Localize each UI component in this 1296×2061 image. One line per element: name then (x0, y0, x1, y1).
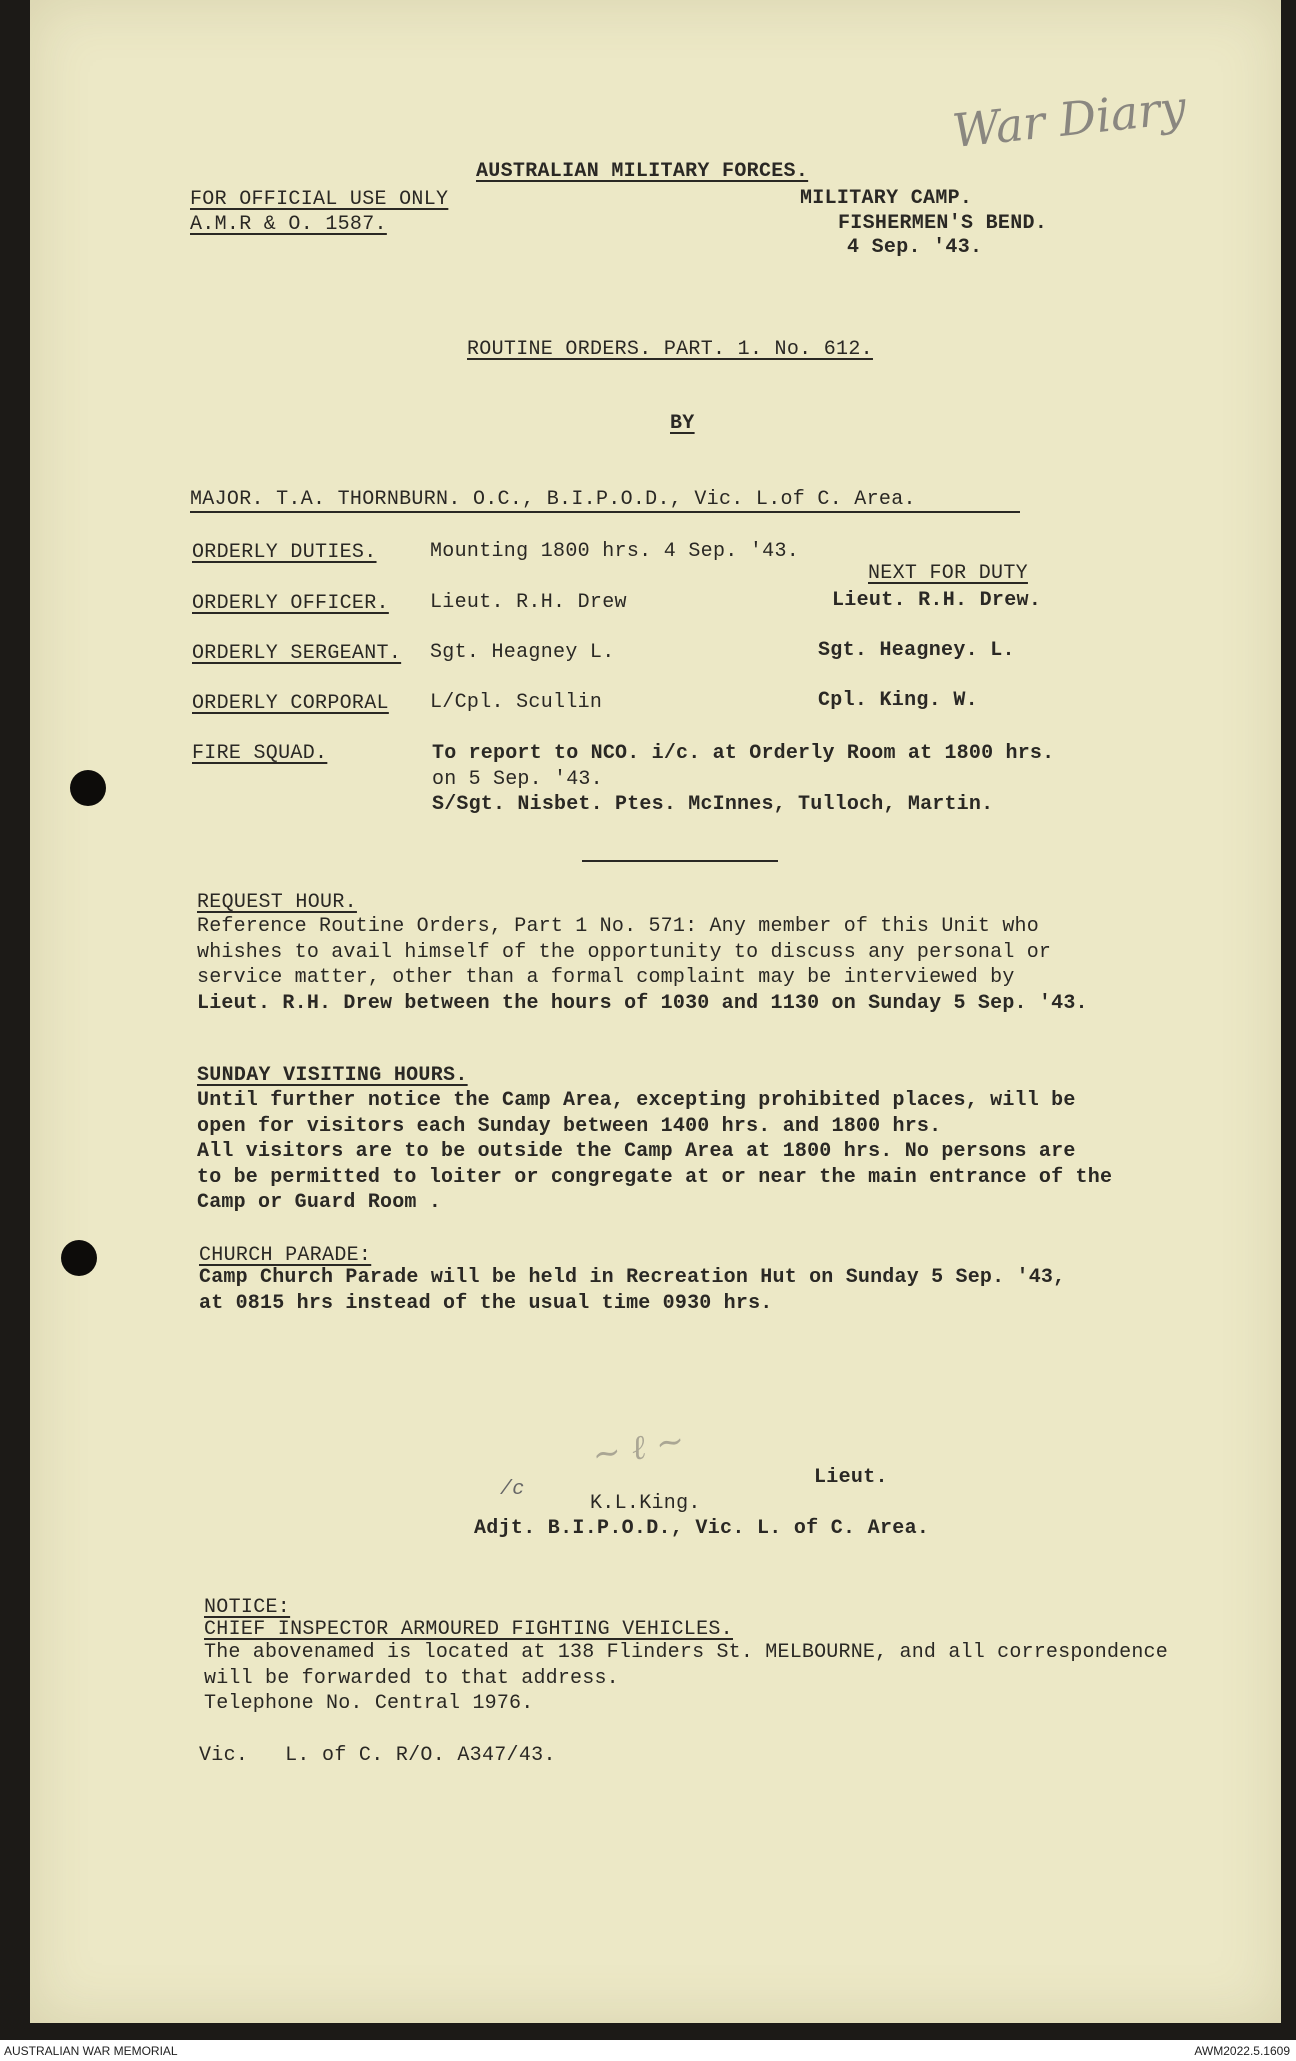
sunday-visiting-heading: SUNDAY VISITING HOURS. (197, 1064, 468, 1087)
request-hour-heading: REQUEST HOUR. (197, 891, 357, 914)
official-use-label: FOR OFFICIAL USE ONLY (190, 188, 449, 211)
church-parade-body (199, 1265, 1065, 1316)
punch-hole (61, 1240, 97, 1276)
document-date: 4 Sep. '43. (847, 236, 983, 259)
orderly-sergeant-next: Sgt. Heagney. L. (818, 639, 1015, 662)
orderly-sergeant-value: Sgt. Heagney L. (430, 641, 615, 664)
orderly-duties-value: Mounting 1800 hrs. 4 Sep. '43. (430, 540, 800, 563)
next-for-duty-label: NEXT FOR DUTY (868, 562, 1028, 585)
heading-underline (190, 511, 1020, 513)
fire-squad-label: FIRE SQUAD. (192, 742, 328, 765)
section-divider (582, 860, 778, 862)
orders-heading: ROUTINE ORDERS. PART. 1. No. 612. (467, 338, 873, 361)
church-parade-line: at 0815 hrs instead of the usual time 0930 hrs. (199, 1291, 773, 1315)
footer-source: AUSTRALIAN WAR MEMORIAL (4, 2044, 178, 2058)
handwritten-annotation: War Diary (949, 79, 1189, 159)
regulation-reference: A.M.R & O. 1587. (190, 213, 387, 236)
sunday-visiting-line: Until further notice the Camp Area, excepting prohibited places, will be (197, 1089, 1076, 1112)
request-hour-line: Lieut. R.H. Drew between the hours of 1030 and 1130 on Sunday 5 Sep. '43. (197, 991, 1088, 1015)
sunday-visiting-line: to be permitted to loiter or congregate at or near the main entrance of the (197, 1165, 1113, 1189)
fire-squad-details (432, 741, 1054, 818)
request-hour-line: service matter, other than a formal complaint may be interviewed by (197, 966, 1015, 989)
sunday-visiting-line: open for visitors each Sunday between 1400 hrs. and 1800 hrs. (197, 1114, 942, 1138)
request-hour-line: Reference Routine Orders, Part 1 No. 571: Any member of this Unit who (197, 915, 1039, 938)
location-line1: MILITARY CAMP. (800, 187, 973, 210)
by-label: BY (670, 412, 695, 435)
notice-body (204, 1640, 1168, 1717)
signature-rank: Lieut. (814, 1466, 888, 1489)
orderly-corporal-next: Cpl. King. W. (818, 689, 978, 712)
notice-reference: Vic. L. of C. R/O. A347/43. (199, 1744, 556, 1767)
punch-hole (70, 770, 106, 806)
notice-heading: NOTICE: (204, 1596, 291, 1619)
church-parade-heading: CHURCH PARADE: (199, 1244, 372, 1267)
footer-band (0, 2040, 1296, 2061)
orderly-officer-label: ORDERLY OFFICER. (192, 592, 389, 615)
orderly-sergeant-label: ORDERLY SERGEANT. (192, 642, 402, 665)
sunday-visiting-line: All visitors are to be outside the Camp Area at 1800 hrs. No persons are (197, 1140, 1076, 1163)
notice-line: will be forwarded to that address. (204, 1666, 619, 1690)
signature-scrawl: ~ ℓ ~ (589, 1420, 688, 1476)
signature-name: K.L.King. (590, 1492, 701, 1515)
signature-title: Adjt. B.I.P.O.D., Vic. L. of C. Area. (474, 1517, 930, 1540)
fire-squad-line: S/Sgt. Nisbet. Ptes. McInnes, Tulloch, Martin. (432, 793, 994, 816)
sunday-visiting-body (197, 1088, 1112, 1216)
footer-catalogue-id: AWM2022.5.1609 (1194, 2044, 1290, 2058)
notice-line: Telephone No. Central 1976. (204, 1692, 534, 1715)
fire-squad-line: To report to NCO. i/c. at Orderly Room at 1800 hrs. (432, 742, 1055, 765)
document-title: AUSTRALIAN MILITARY FORCES. (476, 160, 809, 183)
request-hour-line: whishes to avail himself of the opportunity to discuss any personal or (197, 940, 1052, 964)
notice-line: The abovenamed is located at 138 Flinders St. MELBOURNE, and all correspondence (204, 1641, 1168, 1664)
orderly-corporal-value: L/Cpl. Scullin (430, 691, 603, 714)
sunday-visiting-line: Camp or Guard Room . (197, 1191, 442, 1214)
orderly-corporal-label: ORDERLY CORPORAL (192, 692, 389, 715)
signature-for-mark: /c (500, 1478, 525, 1501)
commanding-officer: MAJOR. T.A. THORNBURN. O.C., B.I.P.O.D., Vic. L.of C. Area. (190, 488, 916, 511)
fire-squad-line: on 5 Sep. '43. (432, 767, 603, 791)
location-line2: FISHERMEN'S BEND. (838, 212, 1048, 235)
request-hour-body (197, 914, 1088, 1016)
notice-subheading: CHIEF INSPECTOR ARMOURED FIGHTING VEHICLES. (204, 1618, 733, 1641)
orderly-officer-value: Lieut. R.H. Drew (430, 591, 627, 614)
orderly-officer-next: Lieut. R.H. Drew. (832, 589, 1042, 612)
church-parade-line: Camp Church Parade will be held in Recreation Hut on Sunday 5 Sep. '43, (199, 1266, 1066, 1289)
orderly-duties-label: ORDERLY DUTIES. (192, 541, 377, 564)
